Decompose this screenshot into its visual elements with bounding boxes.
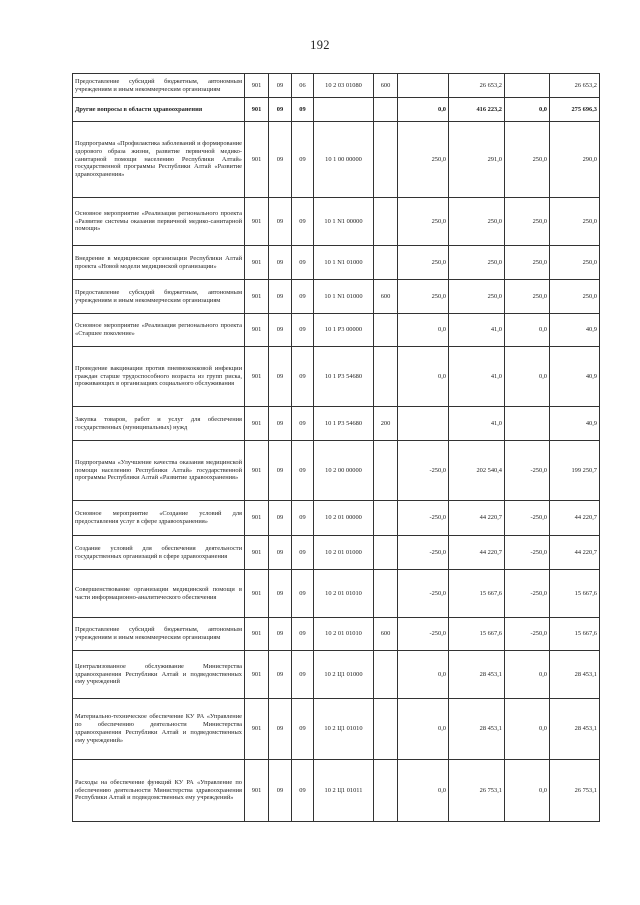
expense-type-cell — [374, 699, 398, 760]
amount-cell: 0,0 — [398, 760, 449, 822]
section-code-cell: 09 — [269, 347, 292, 407]
amount-cell: -250,0 — [505, 570, 550, 618]
target-article-cell: 10 1 P3 54680 — [314, 407, 374, 441]
amount-cell: 0,0 — [398, 347, 449, 407]
table-row — [73, 618, 600, 651]
section-code-cell: 09 — [269, 98, 292, 122]
subsection-code-cell: 06 — [292, 74, 314, 98]
section-code-cell: 09 — [269, 501, 292, 536]
amount-cell: 250,0 — [398, 198, 449, 246]
expense-type-cell — [374, 98, 398, 122]
row-name-cell: Основное мероприятие «Реализация регионального проекта «Развитие системы оказания первичной медико-санитарной помощи» — [73, 198, 245, 246]
row-name-cell: Основное мероприятие «Реализация регионального проекта «Старшее поколение» — [73, 314, 245, 347]
ministry-code-cell: 901 — [245, 441, 269, 501]
table-row — [73, 347, 600, 407]
table-row — [73, 98, 600, 122]
ministry-code-cell: 901 — [245, 314, 269, 347]
section-code-cell: 09 — [269, 441, 292, 501]
amount-cell: 0,0 — [505, 314, 550, 347]
expense-type-cell — [374, 501, 398, 536]
subsection-code-cell: 09 — [292, 699, 314, 760]
target-article-cell: 10 2 03 01080 — [314, 74, 374, 98]
target-article-cell: 10 1 N1 01000 — [314, 246, 374, 280]
amount-cell: 291,0 — [449, 122, 505, 198]
amount-cell: 41,0 — [449, 347, 505, 407]
row-name-cell: Централизованное обслуживание Министерства здравоохранения Республики Алтай и подведомственных ему учреждений — [73, 651, 245, 699]
subsection-code-cell: 09 — [292, 441, 314, 501]
amount-cell: 250,0 — [449, 280, 505, 314]
ministry-code-cell: 901 — [245, 347, 269, 407]
ministry-code-cell: 901 — [245, 501, 269, 536]
amount-cell: 15 667,6 — [449, 618, 505, 651]
amount-cell — [398, 407, 449, 441]
amount-cell: 250,0 — [550, 198, 600, 246]
target-article-cell — [314, 98, 374, 122]
amount-cell: 0,0 — [505, 699, 550, 760]
ministry-code-cell: 901 — [245, 98, 269, 122]
row-name-cell: Подпрограмма «Профилактика заболеваний и формирование здорового образа жизни, развитие первичной медико-санитарной помощи населению Республики Алтай» государственной программы Республики Алтай «Развитие здравоохранения» — [73, 122, 245, 198]
row-name-cell: Основное мероприятие «Создание условий для предоставления услуг в сфере здравоохранения» — [73, 501, 245, 536]
amount-cell: 15 667,6 — [550, 618, 600, 651]
amount-cell: -250,0 — [505, 618, 550, 651]
amount-cell: 250,0 — [398, 246, 449, 280]
row-name-cell: Создание условий для обеспечения деятельности государственных организаций в сфере здравоохранения — [73, 536, 245, 570]
amount-cell: 416 223,2 — [449, 98, 505, 122]
row-name-cell: Предоставление субсидий бюджетным, автономным учреждениям и иным некоммерческим организациям — [73, 618, 245, 651]
ministry-code-cell: 901 — [245, 74, 269, 98]
section-code-cell: 09 — [269, 246, 292, 280]
table-row — [73, 699, 600, 760]
amount-cell: 26 753,1 — [449, 760, 505, 822]
amount-cell: 250,0 — [505, 122, 550, 198]
subsection-code-cell: 09 — [292, 760, 314, 822]
target-article-cell: 10 1 P3 00000 — [314, 314, 374, 347]
amount-cell — [505, 407, 550, 441]
table-row — [73, 407, 600, 441]
subsection-code-cell: 09 — [292, 122, 314, 198]
amount-cell: 290,0 — [550, 122, 600, 198]
section-code-cell: 09 — [269, 407, 292, 441]
expense-type-cell — [374, 536, 398, 570]
target-article-cell: 10 2 01 00000 — [314, 501, 374, 536]
expense-type-cell — [374, 198, 398, 246]
row-name-cell: Другие вопросы в области здравоохранения — [73, 98, 245, 122]
amount-cell: 250,0 — [505, 198, 550, 246]
target-article-cell: 10 1 00 00000 — [314, 122, 374, 198]
target-article-cell: 10 2 Ц1 01010 — [314, 699, 374, 760]
amount-cell: -250,0 — [398, 570, 449, 618]
expense-type-cell — [374, 246, 398, 280]
amount-cell: 40,9 — [550, 347, 600, 407]
row-name-cell: Совершенствование организации медицинской помощи в части информационно-аналитического обеспечения — [73, 570, 245, 618]
amount-cell: 44 220,7 — [449, 536, 505, 570]
subsection-code-cell: 09 — [292, 280, 314, 314]
page-number: 192 — [310, 38, 330, 52]
subsection-code-cell: 09 — [292, 98, 314, 122]
amount-cell: -250,0 — [398, 441, 449, 501]
section-code-cell: 09 — [269, 74, 292, 98]
section-code-cell: 09 — [269, 699, 292, 760]
amount-cell: 0,0 — [398, 314, 449, 347]
target-article-cell: 10 2 Ц1 01000 — [314, 651, 374, 699]
target-article-cell: 10 2 01 01010 — [314, 618, 374, 651]
amount-cell: 0,0 — [398, 98, 449, 122]
amount-cell: 250,0 — [398, 280, 449, 314]
amount-cell: 0,0 — [505, 98, 550, 122]
section-code-cell: 09 — [269, 570, 292, 618]
expense-type-cell: 600 — [374, 280, 398, 314]
amount-cell: 275 696,3 — [550, 98, 600, 122]
expense-type-cell — [374, 314, 398, 347]
section-code-cell: 09 — [269, 536, 292, 570]
amount-cell: 26 653,2 — [550, 74, 600, 98]
expense-type-cell — [374, 347, 398, 407]
ministry-code-cell: 901 — [245, 198, 269, 246]
budget-table — [72, 73, 600, 822]
expense-type-cell: 200 — [374, 407, 398, 441]
table-row — [73, 246, 600, 280]
amount-cell: 26 653,2 — [449, 74, 505, 98]
target-article-cell: 10 2 01 01000 — [314, 536, 374, 570]
expense-type-cell — [374, 122, 398, 198]
expense-type-cell: 600 — [374, 618, 398, 651]
table-row — [73, 122, 600, 198]
amount-cell: 15 667,6 — [449, 570, 505, 618]
ministry-code-cell: 901 — [245, 536, 269, 570]
amount-cell: 250,0 — [449, 246, 505, 280]
target-article-cell: 10 2 01 01010 — [314, 570, 374, 618]
amount-cell: -250,0 — [505, 501, 550, 536]
ministry-code-cell: 901 — [245, 246, 269, 280]
ministry-code-cell: 901 — [245, 570, 269, 618]
amount-cell: 44 220,7 — [550, 536, 600, 570]
amount-cell: 250,0 — [398, 122, 449, 198]
subsection-code-cell: 09 — [292, 536, 314, 570]
section-code-cell: 09 — [269, 280, 292, 314]
row-name-cell: Материально-техническое обеспечение КУ РА «Управление по обеспечению деятельности Министерства здравоохранения Республики Алтай и подведомственных ему учреждений» — [73, 699, 245, 760]
amount-cell: 15 667,6 — [550, 570, 600, 618]
amount-cell: -250,0 — [505, 441, 550, 501]
amount-cell: 26 753,1 — [550, 760, 600, 822]
subsection-code-cell: 09 — [292, 501, 314, 536]
amount-cell: 250,0 — [449, 198, 505, 246]
amount-cell: 199 250,7 — [550, 441, 600, 501]
expense-type-cell — [374, 570, 398, 618]
section-code-cell: 09 — [269, 314, 292, 347]
ministry-code-cell: 901 — [245, 407, 269, 441]
section-code-cell: 09 — [269, 122, 292, 198]
amount-cell: -250,0 — [398, 618, 449, 651]
table-row — [73, 501, 600, 536]
ministry-code-cell: 901 — [245, 280, 269, 314]
amount-cell: 250,0 — [505, 280, 550, 314]
ministry-code-cell: 901 — [245, 760, 269, 822]
amount-cell — [505, 74, 550, 98]
row-name-cell: Закупка товаров, работ и услуг для обеспечения государственных (муниципальных) нужд — [73, 407, 245, 441]
row-name-cell: Предоставление субсидий бюджетным, автономным учреждениям и иным некоммерческим организациям — [73, 280, 245, 314]
subsection-code-cell: 09 — [292, 314, 314, 347]
subsection-code-cell: 09 — [292, 246, 314, 280]
amount-cell — [398, 74, 449, 98]
table-row — [73, 651, 600, 699]
amount-cell: 40,9 — [550, 314, 600, 347]
target-article-cell: 10 1 N1 00000 — [314, 198, 374, 246]
amount-cell: 28 453,1 — [449, 699, 505, 760]
amount-cell: 41,0 — [449, 314, 505, 347]
ministry-code-cell: 901 — [245, 651, 269, 699]
table-row — [73, 314, 600, 347]
subsection-code-cell: 09 — [292, 198, 314, 246]
ministry-code-cell: 901 — [245, 122, 269, 198]
ministry-code-cell: 901 — [245, 618, 269, 651]
amount-cell: 28 453,1 — [550, 699, 600, 760]
amount-cell: 250,0 — [550, 280, 600, 314]
row-name-cell: Проведение вакцинации против пневмококковой инфекции граждан старше трудоспособного возраста из групп риска, проживающих в организациях социального обслуживания — [73, 347, 245, 407]
section-code-cell: 09 — [269, 651, 292, 699]
row-name-cell: Внедрение в медицинские организации Республики Алтай проекта «Новой модели медицинской организации» — [73, 246, 245, 280]
row-name-cell: Расходы на обеспечение функций КУ РА «Управление по обеспечению деятельности Министерства здравоохранения Республики Алтай и подведомственных ему учреждений» — [73, 760, 245, 822]
expense-type-cell — [374, 441, 398, 501]
amount-cell: 41,0 — [449, 407, 505, 441]
amount-cell: 0,0 — [398, 651, 449, 699]
subsection-code-cell: 09 — [292, 570, 314, 618]
table-row — [73, 280, 600, 314]
ministry-code-cell: 901 — [245, 699, 269, 760]
table-row — [73, 760, 600, 822]
target-article-cell: 10 1 N1 01000 — [314, 280, 374, 314]
amount-cell: 28 453,1 — [550, 651, 600, 699]
amount-cell: 0,0 — [505, 347, 550, 407]
section-code-cell: 09 — [269, 198, 292, 246]
subsection-code-cell: 09 — [292, 407, 314, 441]
amount-cell: 44 220,7 — [449, 501, 505, 536]
amount-cell: 250,0 — [505, 246, 550, 280]
table-row — [73, 536, 600, 570]
expense-type-cell: 600 — [374, 74, 398, 98]
row-name-cell: Подпрограмма «Улучшение качества оказания медицинской помощи населению Республики Алтай» государственной программы Республики Алтай «Развитие здравоохранения» — [73, 441, 245, 501]
target-article-cell: 10 2 Ц1 01011 — [314, 760, 374, 822]
table-row — [73, 441, 600, 501]
subsection-code-cell: 09 — [292, 618, 314, 651]
table-row — [73, 570, 600, 618]
subsection-code-cell: 09 — [292, 347, 314, 407]
amount-cell: 40,9 — [550, 407, 600, 441]
section-code-cell: 09 — [269, 760, 292, 822]
amount-cell: -250,0 — [398, 536, 449, 570]
expense-type-cell — [374, 651, 398, 699]
amount-cell: 202 540,4 — [449, 441, 505, 501]
target-article-cell: 10 1 P3 54680 — [314, 347, 374, 407]
amount-cell: 44 220,7 — [550, 501, 600, 536]
amount-cell: 0,0 — [505, 760, 550, 822]
section-code-cell: 09 — [269, 618, 292, 651]
amount-cell: -250,0 — [398, 501, 449, 536]
table-row — [73, 74, 600, 98]
expense-type-cell — [374, 760, 398, 822]
table-row — [73, 198, 600, 246]
amount-cell: 28 453,1 — [449, 651, 505, 699]
amount-cell: -250,0 — [505, 536, 550, 570]
target-article-cell: 10 2 00 00000 — [314, 441, 374, 501]
amount-cell: 0,0 — [398, 699, 449, 760]
amount-cell: 250,0 — [550, 246, 600, 280]
amount-cell: 0,0 — [505, 651, 550, 699]
row-name-cell: Предоставление субсидий бюджетным, автономным учреждениям и иным некоммерческим организациям — [73, 74, 245, 98]
subsection-code-cell: 09 — [292, 651, 314, 699]
